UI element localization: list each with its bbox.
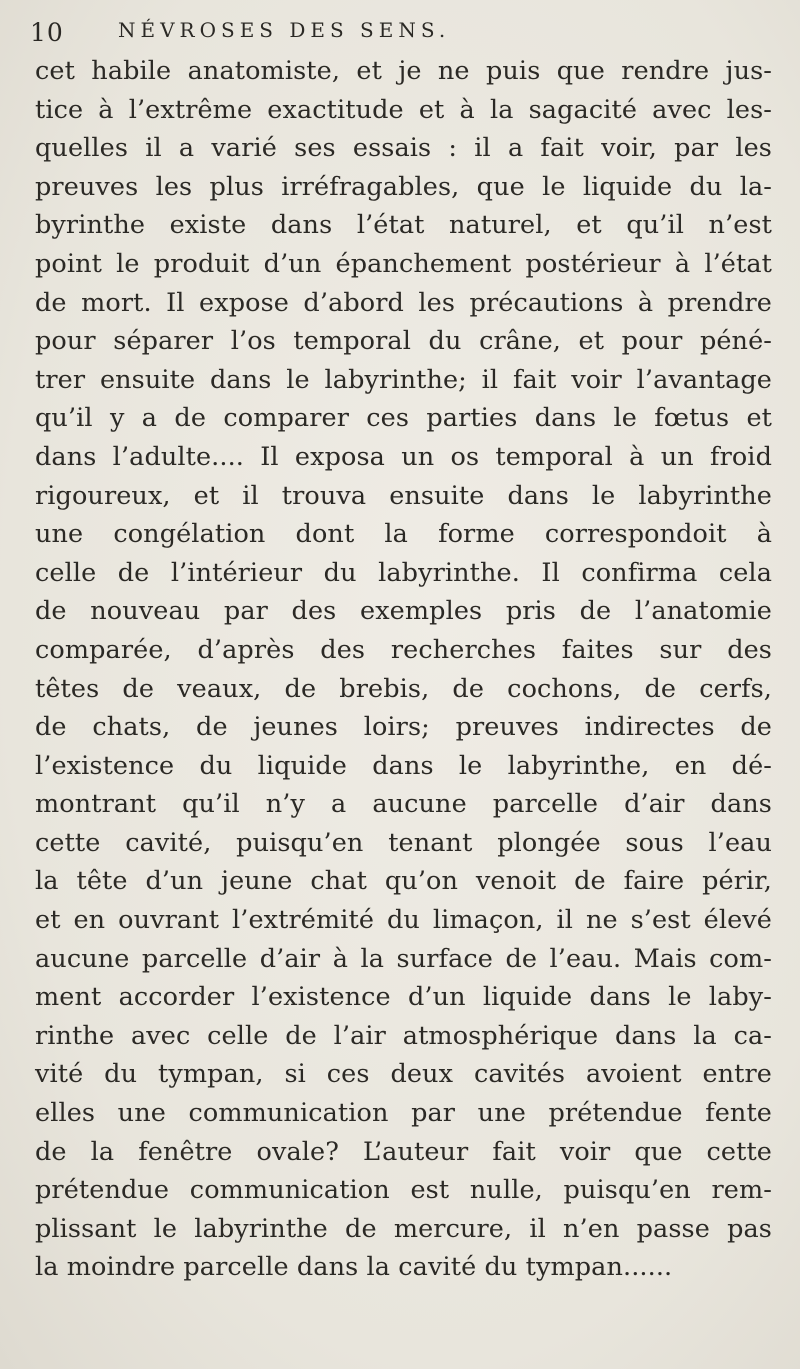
text-line: de la fenêtre ovale? L’auteur fait voir que cette	[35, 1136, 772, 1167]
text-line: celle de l’intérieur du labyrinthe. Il confirma cela	[35, 557, 772, 588]
text-line: tice à l’extrême exactitude et à la sagacité avec les-	[35, 94, 772, 125]
text-line: de chats, de jeunes loirs; preuves indirectes de	[35, 712, 772, 743]
text-line: byrinthe existe dans l’état naturel, et qu’il n’est	[35, 210, 772, 241]
text-line: quelles il a varié ses essais : il a fait voir, par les	[35, 133, 772, 164]
text-line: cette cavité, puisqu’en tenant plongée sous l’eau	[35, 827, 772, 858]
running-title: NÉVROSES DES SENS.	[118, 18, 451, 42]
body-paragraph	[35, 52, 772, 1287]
text-line: et en ouvrant l’extrémité du limaçon, il ne s’est élevé	[35, 905, 772, 936]
text-line: têtes de veaux, de brebis, de cochons, de cerfs,	[35, 673, 772, 704]
text-line: cet habile anatomiste, et je ne puis que rendre jus-	[35, 56, 772, 86]
page-header	[30, 8, 770, 48]
text-line: la tête d’un jeune chat qu’on venoit de faire périr,	[35, 866, 772, 897]
text-line: point le produit d’un épanchement postérieur à l’état	[35, 248, 772, 279]
text-line: rigoureux, et il trouva ensuite dans le labyrinthe	[35, 480, 772, 511]
text-line: rinthe avec celle de l’air atmosphérique dans la ca-	[35, 1020, 772, 1051]
text-line: prétendue communication est nulle, puisqu’en rem-	[35, 1175, 772, 1206]
text-line: une congélation dont la forme correspondoit à	[35, 519, 772, 550]
text-line: comparée, d’après des recherches faites sur des	[35, 634, 772, 665]
text-line: l’existence du liquide dans le labyrinthe, en dé-	[35, 750, 772, 781]
text-line: plissant le labyrinthe de mercure, il n’en passe pas	[35, 1213, 772, 1244]
text-line: qu’il y a de comparer ces parties dans le fœtus et	[35, 403, 772, 434]
text-line: preuves les plus irréfragables, que le liquide du la-	[35, 171, 772, 202]
text-line: montrant qu’il n’y a aucune parcelle d’air dans	[35, 789, 772, 820]
page-number: 10	[30, 18, 64, 47]
text-line: trer ensuite dans le labyrinthe; il fait voir l’avantage	[35, 364, 772, 395]
text-line: pour séparer l’os temporal du crâne, et pour péné-	[35, 326, 772, 357]
text-line: dans l’adulte.... Il exposa un os temporal à un froid	[35, 441, 772, 472]
text-line: la moindre parcelle dans la cavité du tympan......	[35, 1252, 673, 1283]
text-line: de mort. Il expose d’abord les précautions à prendre	[35, 287, 772, 318]
text-line: vité du tympan, si ces deux cavités avoient entre	[35, 1059, 772, 1090]
text-line: aucune parcelle d’air à la surface de l’eau. Mais com-	[35, 943, 772, 974]
text-line: ment accorder l’existence d’un liquide dans le laby-	[35, 982, 772, 1013]
text-line: de nouveau par des exemples pris de l’anatomie	[35, 596, 772, 627]
text-line: elles une communication par une prétendue fente	[35, 1098, 772, 1129]
